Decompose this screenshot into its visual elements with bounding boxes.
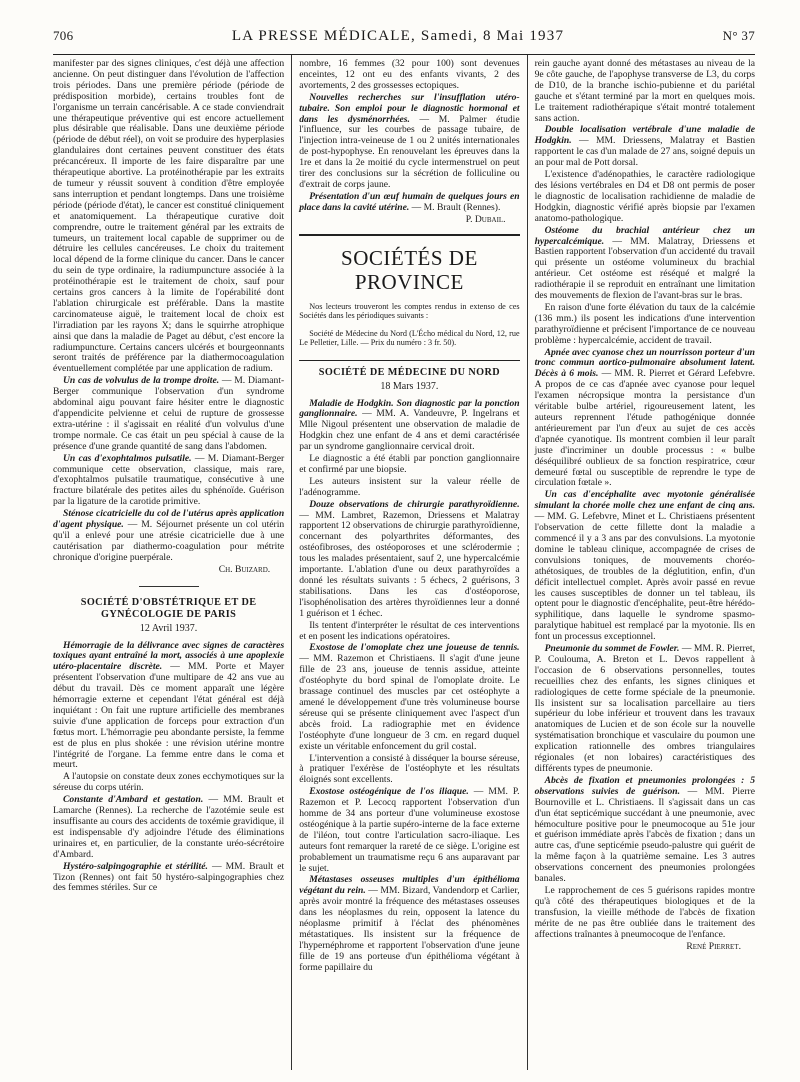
article [299,875,519,973]
article [53,641,284,772]
column-2 [291,55,526,1070]
section-box-title: SOCIÉTÉS DE PROVINCE [341,245,478,294]
article-body: — MM. Brault et Tizon (Rennes) ont fait 50 hystéro-salpingographies chez des femmes stériles. Sur ce [53,860,285,894]
article [535,776,755,885]
article-title: Douze observations de chirurgie parathyroïdienne. [309,498,520,510]
article-body: — MM. Pierre Bournoville et L. Christiaens. Il s'agissait dans un cas d'un état septicémique succédant à une pneumonie, avec hémoculture positive pour le pneumocoque au 51e jour et guérison immédiate après l'abcès de fixation ; dans un autre cas, d'une septicémie pseudo-palustre qui guérit de la même façon à la quatrième semaine. Les 3 autres observations concernent des pneumonies prolongées banales. [534,785,755,885]
article-title: Apnée avec cyanose chez un nourrisson porteur d'un tronc commun aortico-pulmonaire absolument latent. Décès à 6 mois. [534,346,755,380]
article-title: Un cas d'encéphalite avec myotonie généralisée simulant la chorée molle chez une enfant de cinq ans. [534,489,755,512]
article [53,862,284,895]
article-title: Sténose cicatricielle du col de l'utérus après application d'agent physique. [53,508,285,531]
paragraph: manifester par des signes cliniques, c'est déjà une affection ancienne. On peut distinguer dans l'évolution de l'affection trois périodes. Dans une première période (période de prédisposition morbide), certains troubles font de l'organisme un terrain cancérisable. A ce stade conviendrait une thérapeutique préventive qui est encore actuellement plus désirable que réalisable. Dans une deuxième période (période de début réel), on voit se produire des hyperplasies glandulaires dont certaines peuvent constituer des états précancéreux. Il importe de les faire disparaître par une thérapeutique abortive. La protéinothérapie par les extraits de tumeur y réussit souvent à condition d'être employée sans interruption et pendant longtemps. Dans une troisième période (période d'état), le cancer est constitué cliniquement et anatomiquement. La thérapeutique curative doit comprendre, outre le traitement général par les extraits de tumeurs, un traitement local capable de supprimer ou de détruire les cellules cancéreuses. Le choix du traitement local dépend de la forme clinique du cancer. Dans le cancer du sein de type ordinaire, la radiumpuncture associée à la protéinothérapie est le traitement de choix, sauf pour certains gros cancers à la limite de l'opérabilité dont l'ablation chirurgicale est préférable. Dans la mastite carcinomateuse aiguë, le traitement local de choix est l'irradiation par les rayons X; dans le squirrhe atrophique ainsi que dans la maladie de Paget au début, c'est encore la radiumpuncture. Certains cancers ulcérés et bourgeonnants seront traités de préférence par la diathermocoagulation éventuellement complétée par une application de radium. [53,58,285,375]
section-box [299,234,519,361]
article [53,376,284,452]
article-title: Exostose ostéogénique de l'os iliaque. [309,786,469,798]
article [299,399,519,454]
article-title: Maladie de Hodgkin. Son diagnostic par la ponction ganglionnaire. [299,397,520,420]
article-body: — MM. R. Pierret et Gérard Lefebvre. A propos de ce cas d'apnée avec cyanose pour lequel l'examen nécropsique montra la persistance d'un véritable bulbe artériel, rigoureusement latent, les auteurs reprennent l'étude pathogénique donnée antérieurement par l'un d'eux au sujet de ces accès d'apnée cyanotique. Ils montrent combien il leur paraît juste d'incriminer un double processus : « bulbe déséquilibré oublieux de sa fonction respiratrice, cœur demeuré fœtal ou susceptible de reprendre le type de circulation fœtale ». [534,368,755,489]
article-title: Constante d'Ambard et gestation. [63,794,204,806]
section-title: SOCIÉTÉ D'OBSTÉTRIQUE ET DE GYNÉCOLOGIE DE PARIS [80,596,257,620]
paragraph: nombre, 16 femmes (32 pour 100) sont devenues enceintes, 12 ont eu des enfants vivants, 2 des avortements, 2 des grossesses ectopiques. [299,58,520,91]
article-title: Hystéro-salpingographie et stérilité. [63,860,208,872]
article [53,509,284,564]
article-body: — MM. Porte et Mayer présentent l'observation d'une multipare de 42 ans vue au début du travail. Dès ce moment apparaît une légère hémorragie externe et cependant l'état général est déjà inquiétant : On fait une rupture artificielle des membranes suivie d'une application de forceps pour extraction d'un fœtus mort. L'hémorragie peu abondante persiste, la femme est de plus en plus shokée : une révision utérine montre l'intégrité de l'organe. La femme entre dans le coma et meurt. [53,661,285,771]
section-box-note: Nos lecteurs trouveront les comptes rendus in extenso de ces Sociétés dans les périodiques suivants : [299,301,520,321]
article-body: — MM. Lambret, Razemon, Driessens et Malatray rapportent 12 observations de chirurgie parathyroïdienne, concernant des polyarthrites déformantes, des ostéofibroses, des ostéoporoses et une sclérodermie ; tous les malades présentaient, sauf 2, une hypercalcémie importante. L'ablation d'une ou deux parathyroïdes a donné les résultats suivants : 5 échecs, 2 guérisons, 3 stabilisations. Dans les cas d'ostéoporose, l'isophénolisation des artères thyroïdiennes leur a donné 1 guérison et 1 échec. [299,509,520,619]
article [299,93,519,191]
article [535,490,755,643]
signature: René Pierret. [686,940,741,952]
journal-title: LA PRESSE MÉDICALE, Samedi, 8 Mai 1937 [231,28,565,44]
article-body: — MM. Bizard, Vandendorp et Carlier, après avoir montré la fréquence des métastases osseuses dans les néoplasmes du rein, opposent la latence du néoplasme primitif à l'éclat des phénomènes métastatiques. Ils insistent sur la fréquence de l'hypernéphrome et rapportent l'observation d'une jeune fille de 19 ans porteuse d'un épithélioma végétant à forme papillaire du [299,885,520,973]
section-title: SOCIÉTÉ DE MÉDECINE DU NORD [318,366,500,378]
paragraph: L'existence d'adénopathies, le caractère radiologique des lésions vertébrales en D4 et D8 ont permis de poser le diagnostic de localisation rachidienne de maladie de Hodgkin, diagnostic vérifié après biopsie par l'examen anatomo-pathologique. [534,169,755,224]
article-title: Double localisation vertébrale d'une maladie de Hodgkin. [534,124,755,147]
article-body: — M. Séjournet présente un col utérin qu'il a enlevé pour une atrésie cicatricielle due à une cautérisation par diathermo-coagulation pour métrite chronique d'origine puerpérale. [53,519,285,563]
section-date: 18 Mars 1937. [380,380,439,392]
issue-number: N° 37 [722,28,755,43]
signature: Ch. Buizard. [218,563,271,575]
article [535,348,755,490]
article [299,500,519,620]
paragraph: rein gauche ayant donné des métastases au niveau de la 9e côte gauche, de l'apophyse transverse de L3, du corps de D10, de la branche ischio-pubienne et du pariétal gauche et s'étant terminé par la mort en quelques mois. Le traitement radiothérapique s'était montré totalement sans action. [534,58,755,124]
paragraph: Ils tentent d'interpréter le résultat de ces interventions et en posent les indications opératoires. [299,619,520,642]
article [535,644,755,775]
article-title: Présentation d'un œuf humain de quelques jours en place dans la cavité utérine. [299,190,520,213]
article-body: — M. Diamant-Berger communique cette observation, classique, mais rare, d'exophtalmos pulsatile traumatique, consécutive à une fracture bilatérale des petites ailes du sphénoïde. Guérison par la ligature de la carotide primitive. [53,452,285,508]
columns [53,55,755,1070]
article-body: — MM. A. Vandeuvre, P. Ingelrans et Mlle Nigoul présentent une observation de maladie de Hodgkin chez une enfant de 4 ans et demi caractérisée par un syndrome ganglionnaire cervical droit. [299,408,520,453]
paragraph: L'intervention a consisté à disséquer la bourse séreuse, à pratiquer l'exérèse de l'ostéophyte et les résultats éloignés sont excellents. [299,752,520,786]
paragraph: Le diagnostic a été établi par ponction ganglionnaire et confirmé par une biopsie. [299,453,520,475]
article-title: Métastases osseuses multiples d'un épithélioma végétant du rein. [299,874,520,897]
article-title: Exostose de l'omoplate chez une joueuse de tennis. [309,642,520,654]
article-body: — MM. Brault et Lamarche (Rennes). La recherche de l'azotémie seule est insuffisante au cours des accidents de toxémie gravidique, il est indispensable d'y adjoindre l'étude des éliminations urinaires et, en particulier, de la constante uréo-sécrétoire d'Ambard. [53,794,285,860]
article-body: — MM. G. Lefebvre, Minet et L. Christiaens présentent l'observation de cette fillette dont la maladie a commencé il y a 3 ans par des convulsions. La myotonie domine le tableau clinique, accompagnée de crises de convulsions toniques, de mouvements choréo-athétosiques, de troubles de la déglutition, enfin, d'un déficit intellectuel complet. Après avoir passé en revue les causes susceptibles de donner un tel tableau, ils optent pour le diagnostic d'encéphalite, peut-être hérédo-syphilitique, dans laquelle le syndrome spasmo-paralytique habituel est remplacé par la myotonie. Ils en font un processus exceptionnel. [534,511,755,643]
paragraph: A l'autopsie on constate deux zones ecchymotiques sur la séreuse du corps utérin. [53,771,285,794]
article-body: — M. Brault (Rennes). [409,201,501,213]
article [535,125,755,169]
article-body: — MM. Malatray, Driessens et Bastien rapportent l'observation d'un accidenté du travail qui présente un ostéome volumineux du brachial antérieur. Cet ostéome est réséqué et malgré la radiothérapie il se reproduit en entraînant une limitation des mouvements de flexion de l'avant-bras sur le bras. [534,235,755,302]
article-title: Hémorragie de la délivrance avec signes de caractères toxiques ayant entraîné la mort, associés à une apoplexie utéro-placentaire discrète. [53,639,285,673]
article-title: Abcès de fixation et pneumonies prolongées : 5 observations suivies de guérison. [534,774,755,797]
paragraph: Les auteurs insistent sur la valeur réelle de l'adénogramme. [299,475,520,498]
article-title: Pneumonie du sommet de Fowler. [544,643,680,655]
page-header [53,28,755,50]
article-body: — MM. Razemon et Christiaens. Il s'agit d'une jeune fille de 23 ans, joueuse de tennis assidue, atteinte d'ostéophyte du bord spinal de l'omoplate droite. Le brassage continuel des muscles par cet ostéophyte a amené le développement d'une très volumineuse bourse séreuse qui se présente cliniquement avec l'aspect d'un abcès froid. La radiographie met en évidence l'ostéophyte d'une longueur de 3 cm. en regard duquel existe un véritable enfoncement du gril costal. [299,653,520,752]
signature: P. Dubail. [465,213,506,225]
article [53,454,284,509]
article-title: Ostéome du brachial antérieur chez un hypercalcémique. [534,224,755,247]
page-number: 706 [53,28,74,43]
article [299,192,519,214]
divider [139,586,199,587]
article-body: — MM. P. Razemon et P. Lecocq rapportent l'observation d'un homme de 34 ans porteur d'une volumineuse exostose ostéogénique à la partie supéro-interne de la face externe de l'iléon, tout contre l'articulation sacro-iliaque. Les auteurs font remarquer la rareté de ce siège. L'origine est probablement un traumatisme reçu 6 ans auparavant par le sujet. [299,786,520,874]
column-3 [527,55,755,1070]
article [299,643,519,752]
article-title: Un cas d'exophtalmos pulsatile. [63,452,192,464]
article-body: — M. Palmer étudie l'influence, sur les courbes de passage tubaire, de l'injection intra-veineuse de 1 ou 2 unités internationales de post-hypophyse. En renouvelant les épreuves dans la 1re et dans la 2e moitié du cycle intermenstruel on peut tirer des conclusions sur la sécrétion de folliculine ou d'extrait de corps jaune. [299,113,520,190]
article [299,787,519,874]
article-body: — MM. R. Pierret, P. Coulouma, A. Breton et L. Devos rappellent à l'occasion de 6 observations personnelles, toutes recueillies chez des enfants, les signes cliniques et radiologiques de cette forme spéciale de la pneumonie. Ils insistent sur sa localisation parcellaire au tiers supérieur du lobe inférieur et trouvent dans les travaux anatomiques de Lucien et de son école sur la nouvelle systématisation bronchique et vasculaire du poumon une explication rationnelle des ombres triangulaires régionales (et non lobaires) caractéristiques des différents types de pneumonie. [534,643,755,774]
article-title: Nouvelles recherches sur l'insufflation utéro-tubaire. Son emploi pour le diagnostic hormonal et dans les dysménorrhées. [299,91,520,125]
article-title: Un cas de volvulus de la trompe droite. [63,375,220,387]
article-body: — MM. Driessens, Malatray et Bastien rapportent le cas d'un malade de 27 ans, soigné depuis un an pour mal de Pott dorsal. [534,135,755,169]
section-box-reference: Société de Médecine du Nord (L'Écho médical du Nord, 12, rue Le Pelletier, Lille. — Prix du numéro : 3 fr. 50). [299,328,520,348]
paragraph: Le rapprochement de ces 5 guérisons rapides montre qu'à côté des thérapeutiques biologiques et de la transfusion, la vieille méthode de l'abcès de fixation mérite de ne pas être oubliée dans le traitement des affections traînantes à pneumocoque de l'enfance. [534,884,755,940]
article-body: — M. Diamant-Berger communique l'observation d'un syndrome abdominal aigu pouvant faire hésiter entre le diagnostic d'appendicite pelvienne et celui de rupture de grossesse extra-utérine : il s'agissait en réalité d'un volvulus d'une trompe normale. Ce cas était un peu spécial à cause de la présence d'une grande quantité de sang dans l'abdomen. [53,375,285,452]
paragraph: En raison d'une forte élévation du taux de la calcémie (136 mm.) ils posent les indications d'une intervention parathyroïdienne et précisent l'importance de ce nouveau problème : hypercalcémie, accident de travail. [534,301,755,346]
article [535,226,755,302]
section-date: 12 Avril 1937. [139,622,198,634]
article [53,795,284,860]
column-1 [53,55,291,1070]
